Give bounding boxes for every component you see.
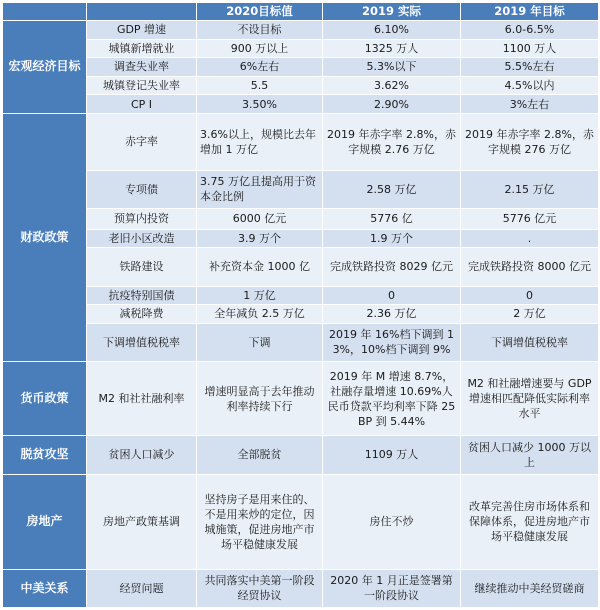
actual-2019-cell: 房住不炒 (323, 474, 461, 569)
table-row (3, 209, 599, 230)
target-2019-cell: 1100 万人 (461, 39, 599, 58)
indicator-cell: 下调增值税税率 (87, 323, 197, 361)
target-2019-cell: . (461, 229, 599, 248)
table-row (3, 170, 599, 208)
actual-2019-cell: 2019 年赤字率 2.8%，赤字规模 2.76 万亿 (323, 113, 461, 170)
target-2020-cell: 增速明显高于去年推动利率持续下行 (197, 361, 323, 435)
target-2019-cell: 贫困人口减少 1000 万以上 (461, 436, 599, 474)
actual-2019-cell: 完成铁路投资 8029 亿元 (323, 248, 461, 286)
target-2019-cell: 5.5%左右 (461, 58, 599, 77)
target-2019-cell: 完成铁路投资 8000 亿元 (461, 248, 599, 286)
policy-targets-table (2, 2, 599, 608)
category-cell: 房地产 (3, 474, 87, 569)
table-row (3, 436, 599, 474)
table-row (3, 39, 599, 58)
actual-2019-cell: 2.58 万亿 (323, 170, 461, 208)
actual-2019-cell: 2020 年 1 月正是签署第一阶段协议 (323, 569, 461, 607)
indicator-cell: 减税降费 (87, 305, 197, 324)
category-cell: 中美关系 (3, 569, 87, 607)
table-row (3, 95, 599, 114)
actual-2019-cell: 5776 亿 (323, 209, 461, 230)
header-indicator (87, 3, 197, 21)
table-row (3, 286, 599, 305)
target-2019-cell: 下调增值税税率 (461, 323, 599, 361)
target-2020-cell: 下调 (197, 323, 323, 361)
indicator-cell: 预算内投资 (87, 209, 197, 230)
target-2020-cell: 6000 亿元 (197, 209, 323, 230)
table-row (3, 305, 599, 324)
indicator-cell: 老旧小区改造 (87, 229, 197, 248)
category-cell: 财政政策 (3, 113, 87, 361)
indicator-cell: M2 和社社融利率 (87, 361, 197, 435)
target-2020-cell: 900 万以上 (197, 39, 323, 58)
actual-2019-cell: 2019 年 16%档下调到 13%，10%档下调到 9% (323, 323, 461, 361)
header-2020-target: 2020目标值 (197, 3, 323, 21)
table-row (3, 229, 599, 248)
target-2019-cell: 4.5%以内 (461, 76, 599, 95)
indicator-cell: 赤字率 (87, 113, 197, 170)
target-2019-cell: 2.15 万亿 (461, 170, 599, 208)
actual-2019-cell: 1325 万人 (323, 39, 461, 58)
actual-2019-cell: 6.10% (323, 21, 461, 40)
table-row (3, 248, 599, 286)
table-row (3, 474, 599, 569)
target-2020-cell: 全部脱贫 (197, 436, 323, 474)
target-2019-cell: M2 和社融增速要与 GDP 增速相匹配降低实际利率水平 (461, 361, 599, 435)
category-cell: 宏观经济目标 (3, 21, 87, 114)
header-2019-target: 2019 年目标 (461, 3, 599, 21)
target-2020-cell: 3.9 万个 (197, 229, 323, 248)
header-2019-actual: 2019 实际 (323, 3, 461, 21)
table-row (3, 361, 599, 435)
table-row (3, 569, 599, 607)
table-row (3, 113, 599, 170)
target-2019-cell: 改革完善住房市场体系和保障体系，促进房地产市场平稳健康发展 (461, 474, 599, 569)
actual-2019-cell: 3.62% (323, 76, 461, 95)
indicator-cell: CP I (87, 95, 197, 114)
target-2020-cell: 3.75 万亿且提高用于资本金比例 (197, 170, 323, 208)
indicator-cell: GDP 增速 (87, 21, 197, 40)
indicator-cell: 城镇新增就业 (87, 39, 197, 58)
target-2019-cell: 2019 年赤字率 2.8%，赤字规模 276 万亿 (461, 113, 599, 170)
actual-2019-cell: 5.3%以下 (323, 58, 461, 77)
target-2020-cell: 6%左右 (197, 58, 323, 77)
target-2020-cell: 3.50% (197, 95, 323, 114)
target-2019-cell: 3%左右 (461, 95, 599, 114)
indicator-cell: 房地产政策基调 (87, 474, 197, 569)
target-2020-cell: 坚持房子是用来住的、不是用来炒的定位，因城施策，促进房地产市场平稳健康发展 (197, 474, 323, 569)
target-2019-cell: 6.0-6.5% (461, 21, 599, 40)
target-2020-cell: 补充资本金 1000 亿 (197, 248, 323, 286)
actual-2019-cell: 2019 年 M 增速 8.7%，社融存量增速 10.69%人民币贷款平均利率下降 25BP 到 5.44% (323, 361, 461, 435)
target-2019-cell: 5776 亿元 (461, 209, 599, 230)
target-2020-cell: 3.6%以上，规模比去年增加 1 万亿 (197, 113, 323, 170)
indicator-cell: 贫困人口减少 (87, 436, 197, 474)
target-2020-cell: 5.5 (197, 76, 323, 95)
indicator-cell: 城镇登记失业率 (87, 76, 197, 95)
target-2020-cell: 不设目标 (197, 21, 323, 40)
table-row (3, 21, 599, 40)
actual-2019-cell: 2.90% (323, 95, 461, 114)
target-2019-cell: 继续推动中美经贸磋商 (461, 569, 599, 607)
target-2019-cell: 2 万亿 (461, 305, 599, 324)
actual-2019-cell: 1109 万人 (323, 436, 461, 474)
table-row (3, 76, 599, 95)
indicator-cell: 铁路建设 (87, 248, 197, 286)
indicator-cell: 调查失业率 (87, 58, 197, 77)
indicator-cell: 专项债 (87, 170, 197, 208)
target-2020-cell: 全年减负 2.5 万亿 (197, 305, 323, 324)
indicator-cell: 抗疫特别国债 (87, 286, 197, 305)
category-cell: 货币政策 (3, 361, 87, 435)
actual-2019-cell: 0 (323, 286, 461, 305)
target-2019-cell: 0 (461, 286, 599, 305)
table-row (3, 58, 599, 77)
indicator-cell: 经贸问题 (87, 569, 197, 607)
actual-2019-cell: 2.36 万亿 (323, 305, 461, 324)
table-header-row (3, 3, 599, 21)
category-cell: 脱贫攻坚 (3, 436, 87, 474)
table-row (3, 323, 599, 361)
target-2020-cell: 1 万亿 (197, 286, 323, 305)
target-2020-cell: 共同落实中美第一阶段经贸协议 (197, 569, 323, 607)
actual-2019-cell: 1.9 万个 (323, 229, 461, 248)
header-category (3, 3, 87, 21)
